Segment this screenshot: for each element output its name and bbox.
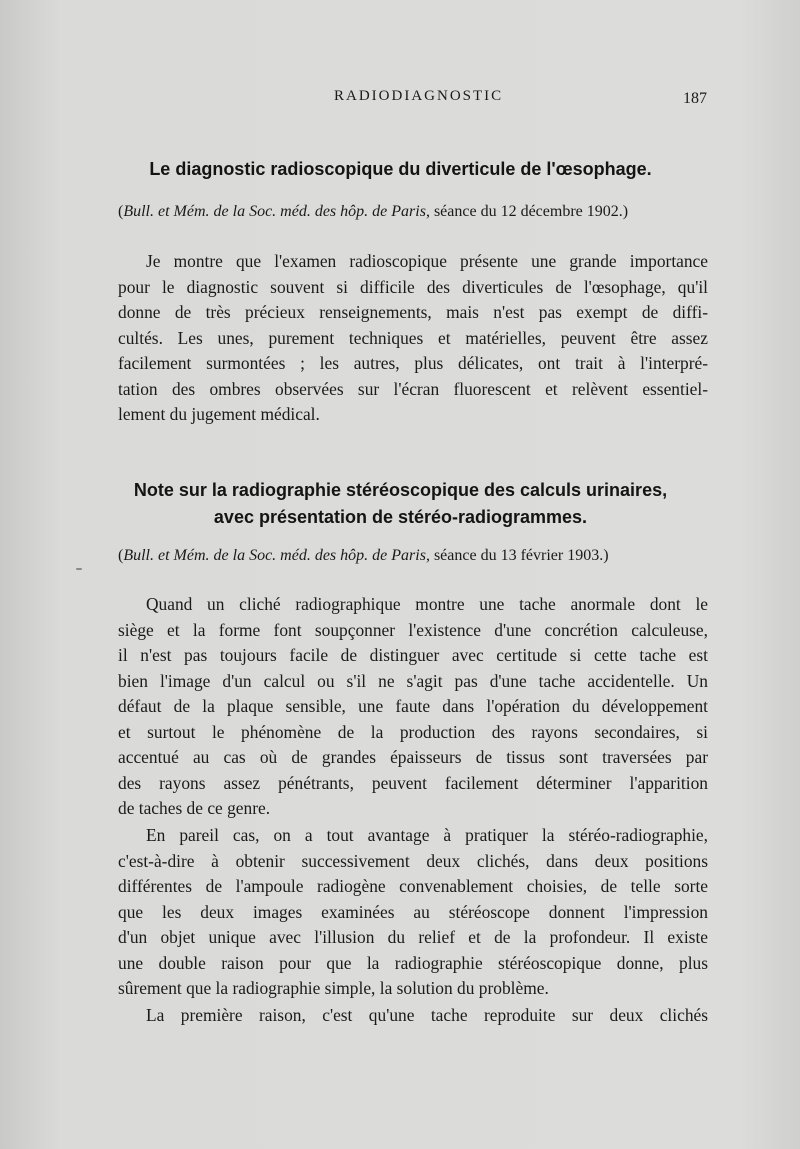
paragraph-line: La première raison, c'est qu'une tache reproduite sur deux clichés bbox=[146, 1005, 708, 1025]
paragraph-line: Quand un cliché radiographique montre une tache anormale dont le bbox=[146, 594, 708, 614]
paragraph-line: bien l'image d'un calcul ou s'il ne s'agit pas d'une tache accidentelle. Un bbox=[118, 670, 708, 691]
paragraph-line: des rayons assez pénétrants, peuvent facilement déterminer l'apparition bbox=[118, 772, 708, 793]
page-number: 187 bbox=[683, 90, 707, 107]
section2-title bbox=[118, 477, 683, 531]
section1-title: Le diagnostic radioscopique du diverticule de l'œsophage. bbox=[149, 159, 652, 179]
ink-speck bbox=[76, 568, 82, 570]
paragraph-line: pour le diagnostic souvent si difficile des diverticules de l'œsophage, qu'il bbox=[118, 276, 708, 297]
paragraph-line: facilement surmontées ; les autres, plus délicates, ont trait à l'interpré- bbox=[118, 353, 708, 373]
section1-paragraph bbox=[118, 249, 708, 428]
paragraph-line: que les deux images examinées au stéréoscope donnent l'impression bbox=[118, 901, 708, 922]
citation-session: , séance du 13 février 1903.) bbox=[425, 547, 609, 564]
paragraph-line: Je montre que l'examen radioscopique présente une grande importance bbox=[146, 251, 708, 271]
running-head bbox=[0, 88, 800, 112]
section2-citation bbox=[118, 545, 708, 567]
citation-open: ( bbox=[118, 203, 124, 220]
paragraph-line: défaut de la plaque sensible, une faute dans l'opération du développement bbox=[118, 696, 708, 716]
paragraph-line: il n'est pas toujours facile de distinguer avec certitude si cette tache est bbox=[118, 645, 708, 665]
paragraph-line: cultés. Les unes, purement techniques et matérielles, peuvent être assez bbox=[118, 327, 708, 348]
paragraph-line: d'un objet unique avec l'illusion du relief et de la profondeur. Il existe bbox=[118, 927, 708, 947]
paragraph-line: siège et la forme font soupçonner l'existence d'une concrétion calculeuse, bbox=[118, 619, 708, 640]
section2-paragraph3 bbox=[118, 1003, 708, 1029]
running-title: RADIODIAGNOSTIC bbox=[334, 88, 504, 104]
paragraph-line: différentes de l'ampoule radiogène convenablement choisies, de telle sorte bbox=[118, 876, 708, 896]
paragraph-line: tation des ombres observées sur l'écran fluorescent et relèvent essentiel- bbox=[118, 378, 708, 399]
citation-journal: Bull. et Mém. de la Soc. méd. des hôp. de Paris bbox=[123, 203, 426, 220]
section1-citation bbox=[118, 201, 708, 223]
paragraph-line: c'est-à-dire à obtenir successivement deux clichés, dans deux positions bbox=[118, 850, 708, 871]
section2-title-line2: avec présentation de stéréo-radiogrammes. bbox=[213, 507, 588, 527]
paragraph-line: sûrement que la radiographie simple, la solution du problème. bbox=[118, 978, 549, 998]
citation-session: , séance du 12 décembre 1902.) bbox=[425, 203, 629, 220]
section2-title-line1: Note sur la radiographie stéréoscopique des calculs urinaires, bbox=[133, 480, 668, 500]
section2-paragraph1 bbox=[118, 592, 708, 822]
paragraph-line: En pareil cas, on a tout avantage à pratiquer la stéréo-radiographie, bbox=[146, 825, 708, 845]
citation-journal: Bull. et Mém. de la Soc. méd. des hôp. de Paris bbox=[123, 547, 426, 564]
section2-paragraph2 bbox=[118, 823, 708, 1002]
paragraph-line: de taches de ce genre. bbox=[118, 798, 271, 818]
paragraph-line: lement du jugement médical. bbox=[118, 404, 320, 424]
paragraph-line: accentué au cas où de grandes épaisseurs de tissus sont traversées par bbox=[118, 747, 708, 767]
paragraph-line: et surtout le phénomène de la production des rayons secondaires, si bbox=[118, 721, 708, 742]
citation-open: ( bbox=[118, 547, 124, 564]
paragraph-line: une double raison pour que la radiographie stéréoscopique donne, plus bbox=[118, 952, 708, 973]
paragraph-line: donne de très précieux renseignements, mais n'est pas exempt de diffi- bbox=[118, 302, 708, 322]
